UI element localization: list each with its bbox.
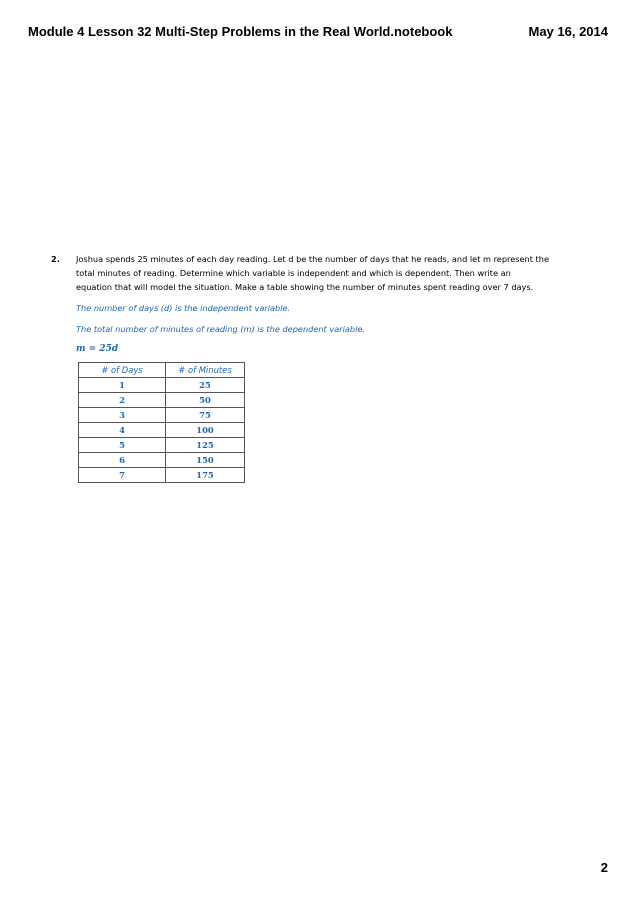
cell-days: 4 — [79, 423, 166, 438]
page-header — [28, 24, 608, 39]
notebook-date: May 16, 2014 — [528, 24, 608, 39]
table-row — [79, 453, 245, 468]
table-row — [79, 393, 245, 408]
header-days: # of Days — [79, 363, 166, 378]
cell-minutes: 50 — [166, 393, 245, 408]
problem-2 — [51, 252, 591, 483]
table-row — [79, 378, 245, 393]
table-row — [79, 423, 245, 438]
cell-minutes: 175 — [166, 468, 245, 483]
cell-minutes: 25 — [166, 378, 245, 393]
question-line-2: total minutes of reading. Determine which variable is independent and which is dependent. Then write an — [76, 268, 511, 278]
cell-minutes: 75 — [166, 408, 245, 423]
page-number: 2 — [600, 860, 608, 875]
table-row — [79, 408, 245, 423]
cell-days: 7 — [79, 468, 166, 483]
cell-days: 1 — [79, 378, 166, 393]
cell-days: 6 — [79, 453, 166, 468]
table-header-row — [79, 363, 245, 378]
cell-days: 5 — [79, 438, 166, 453]
question-line-1: Joshua spends 25 minutes of each day reading. Let d be the number of days that he reads, and let m represent the — [76, 254, 549, 264]
cell-minutes: 150 — [166, 453, 245, 468]
answer-dependent: The total number of minutes of reading (m) is the dependent variable. — [76, 324, 366, 334]
cell-days: 2 — [79, 393, 166, 408]
cell-days: 3 — [79, 408, 166, 423]
problem-number: 2. — [51, 254, 60, 264]
table-row — [79, 468, 245, 483]
question-line-3: equation that will model the situation. Make a table showing the number of minutes spent reading over 7 days. — [76, 282, 534, 292]
answer-independent: The number of days (d) is the independent variable. — [76, 303, 291, 313]
problem-body — [76, 252, 591, 483]
notebook-title: Module 4 Lesson 32 Multi-Step Problems in the Real World.notebook — [28, 24, 453, 39]
cell-minutes: 100 — [166, 423, 245, 438]
table-row — [79, 438, 245, 453]
days-minutes-table — [78, 362, 245, 483]
cell-minutes: 125 — [166, 438, 245, 453]
equation: m = 25d — [76, 344, 119, 354]
header-minutes: # of Minutes — [166, 363, 245, 378]
